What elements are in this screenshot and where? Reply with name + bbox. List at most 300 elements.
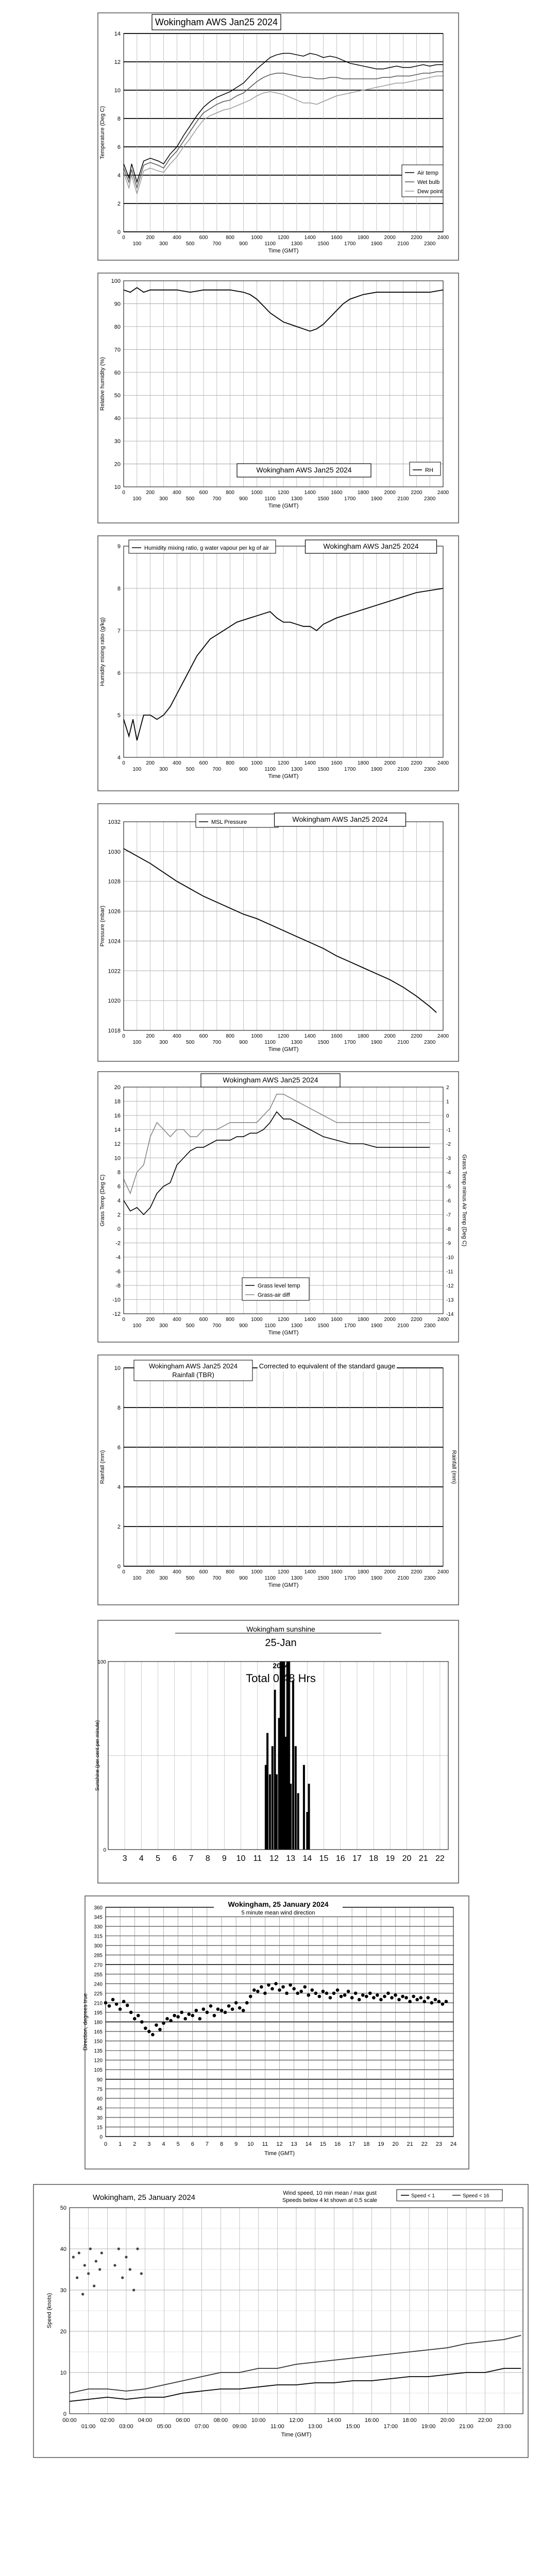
x-tick-label: 1800 (357, 235, 369, 241)
y-tick-label: 50 (60, 2205, 66, 2211)
direction-point (183, 2017, 187, 2021)
direction-point (231, 2007, 234, 2011)
x-axis-label: Time (GMT) (268, 1330, 299, 1336)
direction-point (155, 2023, 158, 2027)
direction-point (224, 2011, 227, 2014)
y-tick-label: -8 (115, 1283, 121, 1289)
x-tick-label: 1400 (304, 490, 316, 496)
x-axis-label: Time (GMT) (281, 2432, 312, 2438)
direction-point (318, 1995, 322, 1998)
temperature-chart (0, 0, 541, 268)
y-tick-label: 4 (117, 755, 121, 761)
x-tick-label: 600 (199, 760, 208, 766)
x-tick-label: 600 (199, 490, 208, 496)
direction-point (372, 1996, 376, 1999)
y-axis-label: Sunshine (per cent per minute) (95, 1720, 100, 1791)
gust-point (83, 2264, 86, 2266)
direction-point (365, 1995, 368, 1998)
direction-point (274, 1982, 278, 1986)
direction-point (314, 1992, 318, 1995)
gust-point (98, 2268, 101, 2270)
x-tick-label: 21 (407, 2141, 413, 2147)
x-tick-label: 100 (132, 767, 142, 772)
direction-point (173, 2014, 176, 2018)
x-tick-label: 7 (189, 1854, 194, 1863)
x-tick-label: 2400 (437, 1033, 449, 1039)
x-tick-label: 900 (239, 1040, 248, 1045)
x-tick-label: 1700 (344, 1323, 356, 1329)
x-tick-label: 2400 (437, 760, 449, 766)
y-tick-label: -10 (112, 1297, 121, 1303)
direction-point (343, 1993, 347, 1997)
y-axis-label: Relative humidity (%) (99, 357, 106, 411)
gust-point (95, 2260, 97, 2262)
x-tick-label: 2300 (424, 1575, 436, 1581)
x-tick-label: 1700 (344, 1575, 356, 1581)
x-tick-label: 00:00 (62, 2417, 77, 2424)
chart-frame (98, 13, 459, 260)
y-tick-label: 10 (60, 2370, 66, 2376)
x-tick-label: 1200 (277, 1317, 290, 1323)
x-tick-label: 400 (172, 760, 181, 766)
x-tick-label: 1900 (370, 1323, 382, 1329)
x-tick-label: 1700 (344, 496, 356, 502)
sunshine-bar (266, 1733, 268, 1850)
x-tick-label: 1100 (264, 1323, 276, 1329)
direction-point (390, 1996, 394, 1999)
legend-entry: Dew point (417, 189, 443, 195)
x-tick-label: 1500 (317, 241, 329, 247)
x-tick-label: 19:00 (421, 2424, 436, 2430)
direction-point (430, 2001, 434, 2005)
y-tick-label: 315 (94, 1934, 103, 1940)
direction-point (358, 1998, 361, 2002)
x-axis-label: Time (GMT) (264, 2150, 295, 2157)
direction-point (129, 2011, 133, 2014)
x-tick-label: 20 (392, 2141, 399, 2147)
x-tick-label: 1100 (264, 1040, 276, 1045)
wind-direction-chart (0, 1891, 541, 2179)
y-tick-label: 40 (60, 2246, 66, 2252)
x-tick-label: 3 (147, 2141, 151, 2147)
x-tick-label: 300 (159, 767, 168, 772)
x-tick-label: 13 (286, 1854, 296, 1863)
direction-point (415, 1998, 419, 2002)
y-tick-label: -4 (115, 1255, 121, 1261)
direction-point (386, 1992, 390, 1995)
chart-note: Speeds below 4 kt shown at 0.5 scale (282, 2197, 378, 2204)
chart-note: Wind speed, 10 min mean / max gust (283, 2190, 377, 2196)
x-tick-label: 400 (172, 235, 181, 241)
sunshine-bar (292, 1681, 294, 1850)
direction-point (147, 2030, 151, 2033)
x-tick-label: 2000 (384, 235, 396, 241)
x-tick-label: 2100 (397, 241, 409, 247)
chart-title: Wokingham AWS Jan25 2024 (149, 1362, 238, 1370)
panel-wind-speed (0, 2179, 541, 2576)
chart-frame (98, 1355, 459, 1605)
x-tick-label: 400 (172, 1317, 181, 1323)
y-tick-label: 40 (114, 415, 121, 422)
x-tick-label: 1300 (291, 1323, 302, 1329)
y-tick-label: 195 (94, 2010, 103, 2016)
y-tick-label: -2 (115, 1240, 121, 1247)
x-tick-label: 2200 (411, 760, 422, 766)
x-tick-label: 07:00 (194, 2424, 209, 2430)
x-tick-label: 8 (205, 1854, 210, 1863)
x-tick-label: 1500 (317, 496, 329, 502)
x-tick-label: 500 (185, 496, 195, 502)
legend-entry: RH (425, 467, 433, 473)
direction-point (119, 2007, 122, 2011)
y-tick-label: 0 (117, 1564, 121, 1570)
x-tick-label: 1000 (251, 1033, 263, 1039)
y-tick-label: 1032 (108, 819, 121, 825)
x-tick-label: 600 (199, 1569, 208, 1575)
pressure-chart (0, 799, 541, 1066)
panel-sunshine (0, 1613, 541, 1891)
gust-point (140, 2272, 143, 2275)
x-tick-label: 2000 (384, 1317, 396, 1323)
x-tick-label: 2100 (397, 1575, 409, 1581)
chart-title: Wokingham AWS Jan25 2024 (292, 815, 388, 823)
y2-tick-label: -11 (446, 1269, 453, 1275)
x-tick-label: 2200 (411, 490, 422, 496)
x-tick-label: 21 (418, 1854, 428, 1863)
direction-point (198, 2017, 202, 2021)
x-tick-label: 1200 (277, 760, 290, 766)
panel-humidity (0, 268, 541, 531)
y-tick-label: 0 (117, 229, 121, 235)
x-tick-label: 1600 (331, 760, 343, 766)
x-axis-label: Time (GMT) (268, 248, 299, 254)
x-tick-label: 2200 (411, 235, 422, 241)
y-tick-label: 8 (117, 586, 121, 592)
x-tick-label: 1100 (264, 496, 276, 502)
x-tick-label: 23 (435, 2141, 442, 2147)
x-tick-label: 2100 (397, 1323, 409, 1329)
y2-tick-label: -4 (446, 1170, 451, 1176)
y2-tick-label: -8 (446, 1227, 451, 1232)
direction-point (340, 1995, 343, 1998)
x-tick-label: 9 (234, 2141, 238, 2147)
y-tick-label: 240 (94, 1981, 103, 1988)
x-tick-label: 200 (146, 760, 155, 766)
x-tick-label: 1300 (291, 496, 302, 502)
x-tick-label: 1000 (251, 1569, 263, 1575)
x-tick-label: 18 (363, 2141, 370, 2147)
y-tick-label: 0 (117, 1226, 121, 1232)
x-tick-label: 1900 (370, 496, 382, 502)
panel-pressure (0, 799, 541, 1066)
direction-point (202, 2007, 206, 2011)
sunshine-bar (295, 1746, 297, 1850)
y2-tick-label: -3 (446, 1156, 451, 1162)
chart-title: Wokingham, 25 January 2024 (93, 2193, 196, 2202)
x-tick-label: 1800 (357, 1033, 369, 1039)
y-tick-label: 90 (96, 2077, 103, 2083)
direction-point (394, 1993, 397, 1997)
y-tick-label: 4 (117, 1484, 121, 1490)
chart-title: Wokingham AWS Jan25 2024 (323, 542, 419, 550)
humidity-chart (0, 268, 541, 531)
x-tick-label: 22:00 (478, 2417, 493, 2424)
direction-point (270, 1987, 274, 1991)
gust-point (132, 2289, 135, 2291)
x-tick-label: 15 (319, 2141, 326, 2147)
y-tick-label: 300 (94, 1943, 103, 1950)
x-tick-label: 12 (269, 1854, 279, 1863)
chart-subtitle: Rainfall (TBR) (172, 1371, 214, 1379)
sunshine-bar (269, 1774, 271, 1850)
chart-year: 2024 (273, 1662, 289, 1670)
y-tick-label: 165 (94, 2029, 103, 2036)
x-tick-label: 20:00 (440, 2417, 455, 2424)
sunshine-bar (272, 1746, 274, 1850)
x-tick-label: 3 (122, 1854, 127, 1863)
x-tick-label: 02:00 (100, 2417, 115, 2424)
direction-point (419, 1996, 422, 1999)
y-tick-label: 60 (96, 2096, 103, 2102)
gust-point (87, 2272, 90, 2275)
x-tick-label: 2200 (411, 1033, 422, 1039)
y-axis-label: Temperature (Deg C) (99, 106, 106, 160)
y2-tick-label: -12 (446, 1283, 454, 1289)
x-tick-label: 17 (352, 1854, 362, 1863)
sunshine-chart (0, 1613, 541, 1891)
y2-tick-label: -6 (446, 1198, 451, 1204)
y-tick-label: 90 (114, 301, 121, 308)
x-tick-label: 16 (335, 1854, 345, 1863)
x-tick-label: 1600 (331, 1317, 343, 1323)
sunshine-bar (297, 1793, 299, 1850)
y-tick-label: 16 (114, 1113, 121, 1119)
direction-point (220, 2009, 224, 2012)
x-tick-label: 800 (226, 1569, 235, 1575)
x-tick-label: 9 (222, 1854, 227, 1863)
y-tick-label: 75 (96, 2087, 103, 2093)
y-axis-label: Rainfall (mm) (99, 1450, 106, 1484)
x-tick-label: 300 (159, 1323, 168, 1329)
direction-point (281, 1985, 285, 1989)
y-tick-label: 4 (117, 173, 121, 179)
y-tick-label: 255 (94, 1972, 103, 1978)
x-tick-label: 8 (219, 2141, 224, 2147)
x-tick-label: 0 (122, 1569, 125, 1575)
y-tick-label: 100 (97, 1659, 106, 1665)
y-tick-label: 8 (117, 1170, 121, 1176)
y-axis-label: Humidity mixing ratio (g/kg) (99, 617, 106, 686)
x-tick-label: 400 (172, 1569, 181, 1575)
gust-point (93, 2284, 95, 2287)
x-tick-label: 400 (172, 490, 181, 496)
direction-point (310, 1988, 314, 1992)
direction-point (401, 1995, 404, 1998)
gust-point (121, 2276, 124, 2279)
x-tick-label: 500 (185, 241, 195, 247)
x-tick-label: 2200 (411, 1569, 422, 1575)
x-tick-label: 2 (133, 2141, 137, 2147)
x-tick-label: 500 (185, 1040, 195, 1045)
x-tick-label: 7 (205, 2141, 209, 2147)
x-tick-label: 0 (104, 2141, 108, 2147)
direction-point (376, 1993, 379, 1997)
x-tick-label: 5 (156, 1854, 161, 1863)
x-tick-label: 0 (122, 760, 125, 766)
direction-point (292, 1987, 296, 1991)
x-tick-label: 1200 (277, 235, 290, 241)
chart-frame (33, 2184, 528, 2458)
x-tick-label: 15 (319, 1854, 329, 1863)
x-tick-label: 1400 (304, 1569, 316, 1575)
chart-note: Corrected to equivalent of the standard gauge (259, 1362, 396, 1370)
x-tick-label: 800 (226, 1033, 235, 1039)
x-tick-label: 700 (212, 1323, 222, 1329)
x-tick-label: 6 (172, 1854, 177, 1863)
panel-wind-direction (0, 1891, 541, 2179)
x-tick-label: 1600 (331, 1569, 343, 1575)
x-tick-label: 200 (146, 1317, 155, 1323)
y-tick-label: 345 (94, 1914, 103, 1921)
gust-point (117, 2247, 120, 2250)
x-tick-label: 4 (139, 1854, 144, 1863)
direction-point (260, 1985, 263, 1989)
x-tick-label: 2400 (437, 490, 449, 496)
x-tick-label: 300 (159, 1575, 168, 1581)
y-tick-label: 60 (114, 369, 121, 376)
direction-point (187, 2012, 191, 2016)
x-tick-label: 800 (226, 760, 235, 766)
direction-point (194, 2009, 198, 2012)
y-axis-label: Direction, degrees true (82, 1993, 89, 2051)
legend-entry: Grass level temp (258, 1283, 300, 1289)
direction-point (137, 2014, 140, 2018)
x-tick-label: 1500 (317, 1575, 329, 1581)
x-tick-label: 1400 (304, 760, 316, 766)
x-tick-label: 1700 (344, 1040, 356, 1045)
y-tick-label: 0 (99, 2134, 103, 2140)
x-tick-label: 1800 (357, 1317, 369, 1323)
x-tick-label: 1800 (357, 1569, 369, 1575)
x-tick-label: 1000 (251, 760, 263, 766)
y-tick-label: 8 (117, 116, 121, 122)
x-tick-label: 20 (402, 1854, 412, 1863)
direction-point (245, 2001, 249, 2005)
x-tick-label: 500 (185, 767, 195, 772)
direction-point (234, 2001, 238, 2005)
x-tick-label: 400 (172, 1033, 181, 1039)
direction-point (252, 1988, 256, 1992)
y2-tick-label: 0 (446, 1113, 449, 1119)
y-tick-label: 360 (94, 1905, 103, 1911)
y-tick-label: 8 (117, 1405, 121, 1411)
x-tick-label: 1500 (317, 1040, 329, 1045)
y-tick-label: 30 (96, 2115, 103, 2121)
x-tick-label: 200 (146, 235, 155, 241)
x-tick-label: 06:00 (176, 2417, 190, 2424)
x-tick-label: 900 (239, 767, 248, 772)
x-tick-label: 200 (146, 1033, 155, 1039)
direction-point (278, 1988, 281, 1992)
x-tick-label: 2300 (424, 1323, 436, 1329)
x-tick-label: 16 (334, 2141, 341, 2147)
y-tick-label: 270 (94, 1962, 103, 1969)
y-tick-label: 10 (114, 88, 121, 94)
y-tick-label: 9 (117, 544, 121, 550)
direction-point (361, 1993, 365, 1997)
gust-point (113, 2264, 116, 2266)
direction-point (191, 2014, 194, 2018)
chart-frame (98, 273, 459, 523)
x-tick-label: 01:00 (81, 2424, 96, 2430)
x-tick-label: 1500 (317, 767, 329, 772)
x-tick-label: 10:00 (251, 2417, 266, 2424)
x-tick-label: 2100 (397, 767, 409, 772)
x-tick-label: 0 (122, 490, 125, 496)
y-tick-label: 10 (114, 484, 121, 490)
x-tick-label: 14:00 (327, 2417, 342, 2424)
x-tick-label: 2400 (437, 235, 449, 241)
legend-entry: Grass-air diff (258, 1292, 290, 1298)
panel-grass-temp (0, 1066, 541, 1350)
chart-frame (98, 536, 459, 791)
x-tick-label: 1300 (291, 241, 302, 247)
x-tick-label: 1100 (264, 767, 276, 772)
x-tick-label: 800 (226, 235, 235, 241)
y-tick-label: 14 (114, 1127, 121, 1133)
direction-point (108, 2004, 111, 2008)
y-tick-label: 30 (114, 438, 121, 445)
x-tick-label: 1600 (331, 490, 343, 496)
x-tick-label: 600 (199, 235, 208, 241)
y2-tick-label: -10 (446, 1255, 454, 1261)
y2-tick-label: 2 (446, 1085, 449, 1091)
x-tick-label: 14 (305, 2141, 312, 2147)
gust-point (89, 2247, 92, 2250)
y-tick-label: 2 (117, 201, 121, 207)
x-tick-label: 2300 (424, 767, 436, 772)
x-tick-label: 1900 (370, 767, 382, 772)
direction-point (206, 2011, 209, 2014)
x-tick-label: 19 (378, 2141, 384, 2147)
x-tick-label: 2300 (424, 241, 436, 247)
chart-title: Wokingham AWS Jan25 2024 (155, 17, 278, 27)
legend-entry: Speed < 16 (463, 2193, 489, 2199)
y-tick-label: 14 (114, 31, 121, 37)
x-tick-label: 100 (132, 1040, 142, 1045)
x-tick-label: 2100 (397, 1040, 409, 1045)
x-tick-label: 1000 (251, 490, 263, 496)
x-axis-label: Time (GMT) (268, 503, 299, 509)
direction-point (336, 1988, 340, 1992)
direction-point (133, 2017, 137, 2021)
direction-point (158, 2028, 162, 2031)
y-tick-label: 150 (94, 2039, 103, 2045)
x-tick-label: 1900 (370, 241, 382, 247)
x-tick-label: 1600 (331, 235, 343, 241)
y-tick-label: 330 (94, 1924, 103, 1930)
y-tick-label: 45 (96, 2106, 103, 2112)
x-tick-label: 300 (159, 1040, 168, 1045)
y-tick-label: 5 (117, 713, 121, 719)
direction-point (350, 1996, 354, 1999)
x-tick-label: 2000 (384, 490, 396, 496)
x-tick-label: 24 (450, 2141, 457, 2147)
sunshine-bar (303, 1765, 305, 1850)
y2-axis-label: Rainfall (mm) (451, 1450, 457, 1484)
x-tick-label: 17:00 (383, 2424, 398, 2430)
direction-point (441, 2003, 445, 2006)
